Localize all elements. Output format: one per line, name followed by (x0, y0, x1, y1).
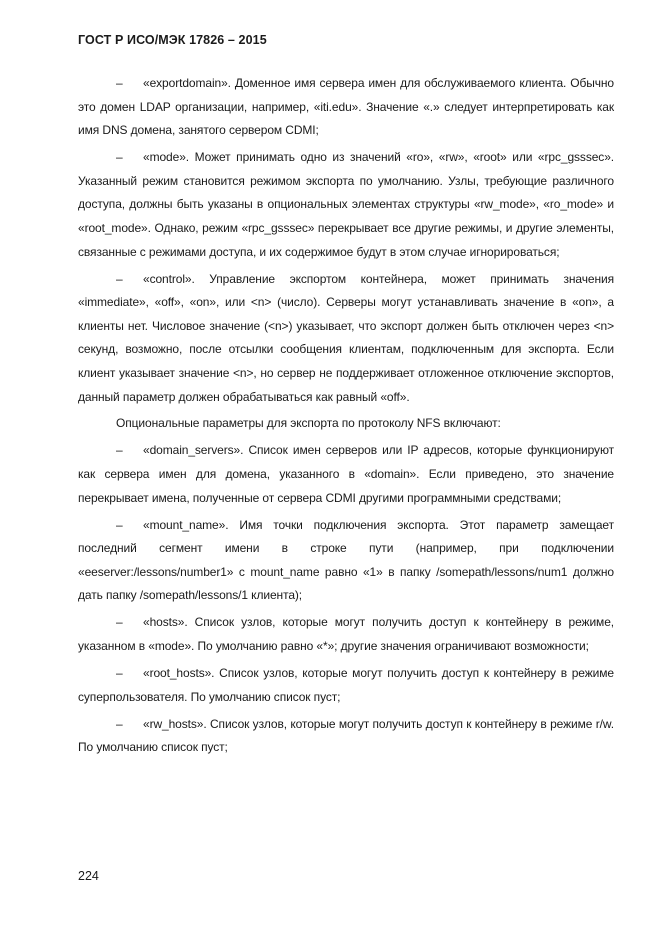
paragraph-mount-name (78, 514, 614, 608)
list-dash: – (116, 271, 123, 286)
paragraph-text: «control». Управление экспортом контейнера, может принимать значения «immediate», «off», «on», или <n> (число). Серверы могут устанавливать значение в «on», а клиенты нет. Числовое значение (<n>) указывает, что экспорт должен быть отключен через <n> секунд, возможно, после отсылки сообщения клиентам, подключенным для экспорта. Если клиент указывает значение <n>, но сервер не поддерживает отложенное отключение экспортов, данный параметр должен обрабатываться как равный «off». (78, 271, 614, 404)
list-dash: – (116, 517, 123, 532)
list-dash: – (116, 615, 123, 630)
paragraph-text: «mode». Может принимать одно из значений «ro», «rw», «root» или «rpc_gsssec». Указанный режим становится режимом экспорта по умолчанию. Узлы, требующие различного доступа, должны быть указаны в опциональных элементах структуры «rw_mode», «ro_mode» и «root_mode». Однако, режим «rpc_gsssec» перекрывает все другие режимы, и другие элементы, связанные с режимами доступа, и их содержимое будут в этом случае игнорироваться; (78, 150, 614, 259)
paragraph-text: Опциональные параметры для экспорта по протоколу NFS включают: (116, 416, 501, 431)
paragraph-text: «rw_hosts». Список узлов, которые могут получить доступ к контейнеру в режиме r/w. По умолчанию список пуст; (78, 716, 614, 755)
paragraph-rw-hosts (78, 713, 614, 760)
paragraph-mode (78, 146, 614, 264)
paragraph-text: «mount_name». Имя точки подключения экспорта. Этот параметр замещает последний сегмент имени в строке пути (например, при подключении «eeserver:/lessons/number1» с mount_name равно «1» в папку /somepath/lessons/num1 должно дать папку /somepath/lessons/1 клиента); (78, 517, 614, 603)
paragraph-text: «exportdomain». Доменное имя сервера имен для обслуживаемого клиента. Обычно это домен LDAP организации, например, «iti.edu». Значение «.» следует интерпретировать как имя DNS домена, занятого сервером CDMI; (78, 76, 614, 138)
document-body (78, 72, 614, 763)
paragraph-text: «domain_servers». Список имен серверов или IP адресов, которые функционируют как сервера имен для домена, указанного в «domain». Если приведено, это значение перекрывает имена, полученные от сервера CDMI другими программными средствами; (78, 443, 614, 505)
paragraph-control (78, 268, 614, 410)
document-header: ГОСТ Р ИСО/МЭК 17826 – 2015 (78, 33, 267, 47)
paragraph-hosts (78, 611, 614, 658)
list-dash: – (116, 76, 123, 90)
list-dash: – (116, 716, 123, 731)
paragraph-text: «hosts». Список узлов, которые могут получить доступ к контейнеру в режиме, указанном в «mode». По умолчанию равно «*»; другие значения ограничивают возможности; (78, 615, 614, 653)
list-dash: – (116, 665, 123, 680)
paragraph-domain-servers (78, 439, 614, 510)
paragraph-nfs-optional-intro (78, 412, 614, 436)
paragraph-text: «root_hosts». Список узлов, которые могут получить доступ к контейнеру в режиме суперпользователя. По умолчанию список пуст; (78, 665, 614, 704)
list-dash: – (116, 150, 123, 165)
list-dash: – (116, 443, 123, 458)
paragraph-exportdomain (78, 72, 614, 143)
page-number: 224 (78, 869, 99, 883)
paragraph-root-hosts (78, 662, 614, 709)
